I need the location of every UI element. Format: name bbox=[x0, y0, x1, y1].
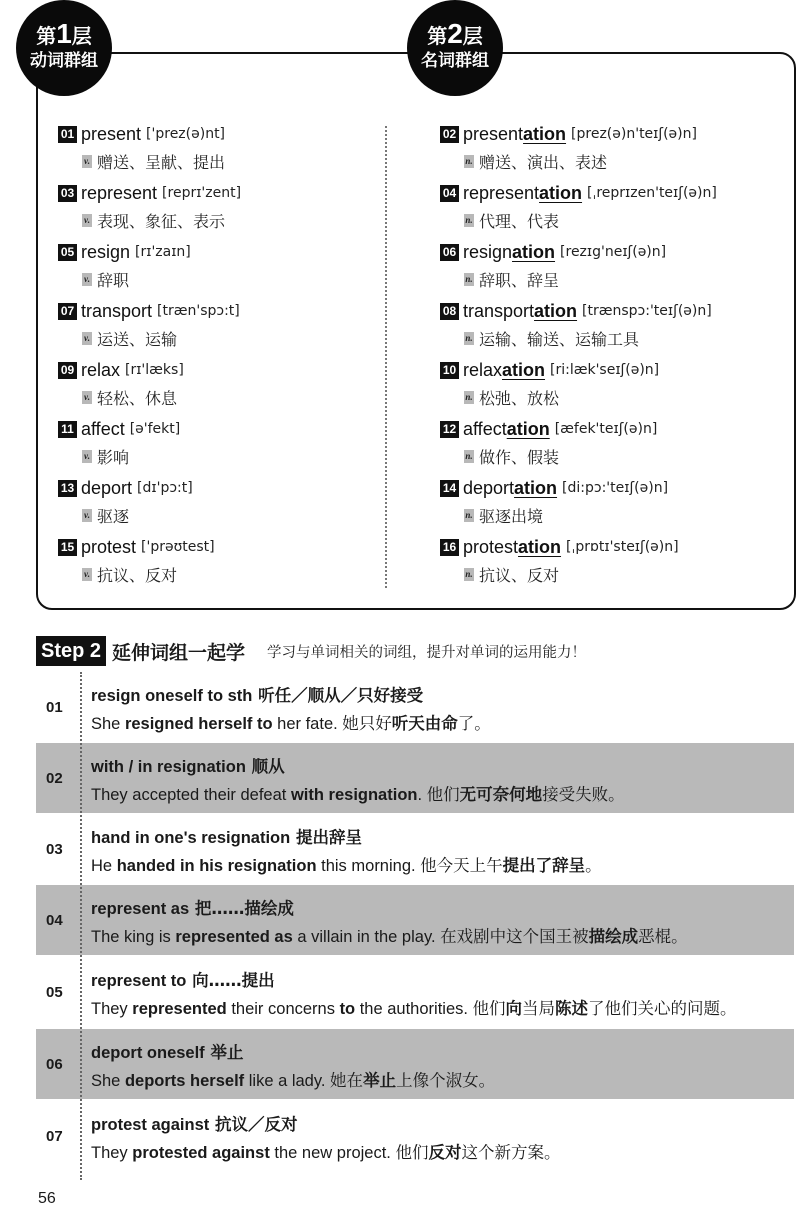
noun-entry bbox=[440, 533, 717, 592]
verb-entry bbox=[58, 238, 241, 297]
word-suffix: ation bbox=[506, 418, 550, 439]
entry-number: 01 bbox=[58, 126, 77, 143]
phrase-text: represent to bbox=[91, 972, 187, 990]
entry-meaning-line bbox=[440, 266, 717, 292]
entry-word: affect bbox=[81, 418, 125, 439]
entry-number: 08 bbox=[440, 303, 459, 320]
entry-word bbox=[463, 183, 582, 204]
pos-tag: n. bbox=[465, 568, 473, 579]
entry-phonetic: [ˌreprɪzen'teɪʃ(ə)n] bbox=[587, 185, 717, 201]
example-text: 上像个淑女。 bbox=[396, 1072, 496, 1090]
entry-meaning-line bbox=[440, 325, 717, 351]
phrase-row bbox=[36, 743, 794, 813]
entry-meaning: 赠送、呈献、提出 bbox=[97, 152, 226, 172]
example-highlight: 反对 bbox=[428, 1144, 462, 1162]
example-highlight: 听天由命 bbox=[391, 715, 458, 733]
entry-number: 15 bbox=[58, 539, 77, 556]
entry-meaning: 辞职、辞呈 bbox=[479, 270, 560, 290]
entry-phonetic: ['prəʊtest] bbox=[141, 539, 215, 555]
entry-word: protest bbox=[81, 536, 137, 557]
noun-entry bbox=[440, 120, 717, 179]
entry-meaning-line bbox=[58, 502, 241, 528]
phrase-example bbox=[91, 923, 688, 947]
entry-phonetic: [trænspɔ:'teɪʃ(ə)n] bbox=[582, 303, 712, 319]
phrase-title bbox=[91, 895, 294, 919]
entry-meaning-line bbox=[440, 148, 717, 174]
noun-entry bbox=[440, 474, 717, 533]
entry-number: 13 bbox=[58, 480, 77, 497]
entry-meaning: 影响 bbox=[97, 447, 130, 467]
entry-meaning: 抗议、反对 bbox=[479, 565, 560, 585]
phrase-number: 07 bbox=[46, 1127, 63, 1145]
entry-headline bbox=[58, 533, 241, 561]
pos-tag: v. bbox=[82, 391, 92, 404]
entry-headline bbox=[58, 356, 241, 384]
pos-tag: v. bbox=[82, 450, 92, 463]
noun-entry bbox=[440, 356, 717, 415]
example-highlight: 提出了辞呈 bbox=[502, 857, 586, 875]
layer-2-title: 名词群组 bbox=[421, 51, 489, 71]
entry-meaning-line bbox=[440, 443, 717, 469]
word-suffix: ation bbox=[502, 359, 546, 380]
verb-entry bbox=[58, 120, 241, 179]
step-title: 延伸词组一起学 bbox=[112, 641, 246, 664]
example-text: 了他们关心的问题。 bbox=[588, 1000, 737, 1018]
phrase-example bbox=[91, 852, 602, 876]
pos-tag: v. bbox=[82, 568, 92, 581]
entry-phonetic: [ri:læk'seɪʃ(ə)n] bbox=[550, 362, 660, 378]
entry-number: 16 bbox=[440, 539, 459, 556]
phrase-number: 03 bbox=[46, 840, 63, 858]
entry-headline bbox=[440, 297, 717, 325]
noun-entry bbox=[440, 297, 717, 356]
entry-headline bbox=[58, 120, 241, 148]
entry-phonetic: [reprɪ'zent] bbox=[162, 185, 242, 201]
entry-word bbox=[463, 301, 577, 322]
word-stem: present bbox=[463, 123, 524, 144]
word-suffix: ation bbox=[534, 300, 578, 321]
phrase-text: resign oneself to sth bbox=[91, 687, 253, 705]
phrase-title bbox=[91, 967, 275, 991]
example-text: the new project. 他们 bbox=[269, 1144, 429, 1162]
word-suffix: ation bbox=[539, 182, 583, 203]
entry-number: 07 bbox=[58, 303, 77, 320]
entry-phonetic: [rezɪg'neɪʃ(ə)n] bbox=[560, 244, 667, 260]
noun-entry bbox=[440, 238, 717, 297]
phrase-title bbox=[91, 753, 285, 777]
pos-tag: v. bbox=[82, 155, 92, 168]
entry-number: 05 bbox=[58, 244, 77, 261]
example-text: 。 bbox=[585, 857, 602, 875]
entry-meaning-line bbox=[440, 502, 717, 528]
entry-number: 04 bbox=[440, 185, 459, 202]
pos-tag: v. bbox=[82, 214, 92, 227]
example-highlight: to bbox=[339, 1000, 356, 1018]
example-text: 当局 bbox=[522, 1000, 556, 1018]
word-stem: relax bbox=[463, 359, 503, 380]
entry-meaning: 赠送、演出、表述 bbox=[479, 152, 608, 172]
example-text: They accepted their defeat bbox=[91, 786, 291, 804]
verb-entry bbox=[58, 474, 241, 533]
entry-headline bbox=[440, 533, 717, 561]
entry-headline bbox=[440, 238, 717, 266]
phrase-text: protest against bbox=[91, 1116, 210, 1134]
phrase-example bbox=[91, 1139, 560, 1163]
example-highlight: represented bbox=[132, 1000, 227, 1018]
phrase-text: represent as bbox=[91, 900, 190, 918]
entry-meaning-line bbox=[58, 561, 241, 587]
entry-headline bbox=[440, 474, 717, 502]
word-suffix: ation bbox=[514, 477, 558, 498]
word-stem: affect bbox=[463, 418, 507, 439]
entry-phonetic: [di:pɔ:'teɪʃ(ə)n] bbox=[562, 480, 669, 496]
page-number: 56 bbox=[38, 1190, 56, 1207]
entry-phonetic: [prez(ə)n'teɪʃ(ə)n] bbox=[571, 126, 697, 142]
phrase-title bbox=[91, 1039, 243, 1063]
example-text: their concerns bbox=[226, 1000, 340, 1018]
phrase-meaning: 向……提出 bbox=[192, 971, 275, 990]
entry-meaning: 表现、象征、表示 bbox=[97, 211, 226, 231]
word-stem: deport bbox=[463, 477, 515, 498]
phrase-row bbox=[36, 1101, 794, 1171]
entry-word: resign bbox=[81, 241, 131, 262]
phrase-title bbox=[91, 1111, 298, 1135]
example-highlight: 描绘成 bbox=[588, 928, 639, 946]
entry-phonetic: [rɪ'læks] bbox=[125, 362, 184, 378]
phrase-divider bbox=[80, 672, 82, 1180]
phrase-meaning: 举止 bbox=[210, 1043, 244, 1062]
entry-number: 06 bbox=[440, 244, 459, 261]
entry-word bbox=[463, 419, 550, 440]
pos-tag: n. bbox=[465, 391, 473, 402]
phrase-example bbox=[91, 1067, 495, 1091]
word-stem: transport bbox=[463, 300, 535, 321]
entry-phonetic: ['prez(ə)nt] bbox=[146, 126, 226, 142]
verb-entry bbox=[58, 533, 241, 592]
entry-headline bbox=[58, 297, 241, 325]
entry-headline bbox=[440, 120, 717, 148]
entry-meaning-line bbox=[440, 207, 717, 233]
example-highlight: 举止 bbox=[363, 1072, 397, 1090]
pos-tag: v. bbox=[82, 509, 92, 522]
entry-phonetic: [ə'fekt] bbox=[129, 421, 181, 437]
phrase-meaning: 顺从 bbox=[251, 757, 285, 776]
entry-headline bbox=[58, 179, 241, 207]
entry-number: 12 bbox=[440, 421, 459, 438]
entry-headline bbox=[58, 238, 241, 266]
entry-word: transport bbox=[81, 300, 153, 321]
entry-number: 14 bbox=[440, 480, 459, 497]
phrase-number: 05 bbox=[46, 983, 63, 1001]
phrase-example bbox=[91, 710, 491, 734]
entry-phonetic: [æfek'teɪʃ(ə)n] bbox=[554, 421, 658, 437]
phrase-text: with / in resignation bbox=[91, 758, 246, 776]
layer-1-badge: 第1层 动词群组 bbox=[16, 0, 112, 96]
phrase-number: 06 bbox=[46, 1055, 63, 1073]
example-text: 她只好 bbox=[342, 715, 392, 733]
pos-tag: n. bbox=[465, 214, 473, 225]
noun-column bbox=[440, 120, 717, 592]
entry-meaning-line bbox=[58, 384, 241, 410]
layer-1-title: 动词群组 bbox=[30, 51, 98, 71]
example-text: 了。 bbox=[457, 715, 491, 733]
phrase-text: deport oneself bbox=[91, 1044, 205, 1062]
entry-meaning-line bbox=[58, 266, 241, 292]
word-suffix: ation bbox=[512, 241, 556, 262]
entry-phonetic: [dɪ'pɔ:t] bbox=[137, 480, 193, 496]
entry-headline bbox=[440, 415, 717, 443]
phrase-title bbox=[91, 824, 362, 848]
phrase-example bbox=[91, 781, 625, 805]
entry-headline bbox=[440, 179, 717, 207]
verb-entry bbox=[58, 415, 241, 474]
pos-tag: n. bbox=[465, 332, 473, 343]
example-text: the authorities. 他们 bbox=[355, 1000, 506, 1018]
example-highlight: resigned herself to bbox=[124, 715, 273, 733]
word-stem: resign bbox=[463, 241, 513, 262]
entry-number: 02 bbox=[440, 126, 459, 143]
example-text: 接受失败。 bbox=[542, 786, 625, 804]
example-text: like a lady. 她在 bbox=[244, 1072, 364, 1090]
entry-word: present bbox=[81, 123, 142, 144]
entry-number: 10 bbox=[440, 362, 459, 379]
phrase-row bbox=[36, 672, 794, 742]
entry-word: deport bbox=[81, 477, 133, 498]
verb-column bbox=[58, 120, 241, 592]
example-text: He bbox=[91, 857, 117, 875]
phrase-number: 04 bbox=[46, 911, 63, 929]
example-text: her fate. bbox=[272, 715, 343, 733]
entry-number: 03 bbox=[58, 185, 77, 202]
verb-entry bbox=[58, 297, 241, 356]
entry-meaning: 代理、代表 bbox=[479, 211, 560, 231]
step-label: Step 2 bbox=[36, 636, 106, 666]
verb-entry bbox=[58, 356, 241, 415]
example-text: 恶棍。 bbox=[638, 928, 688, 946]
example-text: . 他们 bbox=[417, 786, 460, 804]
example-text: 这个新方案。 bbox=[461, 1144, 561, 1162]
entry-phonetic: [ˌprɒtɪ'steɪʃ(ə)n] bbox=[566, 539, 679, 555]
example-highlight: with resignation bbox=[290, 786, 418, 804]
pos-tag: n. bbox=[465, 273, 473, 284]
entry-meaning: 辞职 bbox=[97, 270, 130, 290]
example-text: She bbox=[91, 715, 125, 733]
example-text: a villain in the play. 在戏剧中这个国王被 bbox=[292, 928, 589, 946]
entry-word bbox=[463, 537, 561, 558]
verb-entry bbox=[58, 179, 241, 238]
word-suffix: ation bbox=[518, 536, 562, 557]
example-highlight: deports herself bbox=[124, 1072, 245, 1090]
entry-meaning-line bbox=[440, 561, 717, 587]
example-text: They bbox=[91, 1144, 133, 1162]
noun-entry bbox=[440, 415, 717, 474]
phrase-title bbox=[91, 682, 423, 706]
noun-entry bbox=[440, 179, 717, 238]
word-suffix: ation bbox=[523, 123, 567, 144]
layer-2-badge: 第2层 名词群组 bbox=[407, 0, 503, 96]
example-highlight: 向 bbox=[505, 1000, 523, 1018]
entry-meaning-line bbox=[58, 148, 241, 174]
phrase-meaning: 提出辞呈 bbox=[295, 828, 362, 847]
phrase-text: hand in one's resignation bbox=[91, 829, 291, 847]
entry-word bbox=[463, 124, 566, 145]
example-text: She bbox=[91, 1072, 125, 1090]
pos-tag: n. bbox=[465, 450, 473, 461]
entry-meaning: 轻松、休息 bbox=[97, 388, 178, 408]
word-stem: represent bbox=[463, 182, 540, 203]
phrase-number: 01 bbox=[46, 698, 63, 716]
example-highlight: protested against bbox=[132, 1144, 270, 1162]
entry-meaning: 驱逐出境 bbox=[479, 506, 544, 526]
phrase-meaning: 抗议／反对 bbox=[215, 1115, 298, 1134]
column-divider bbox=[385, 126, 387, 588]
step-subtitle: 学习与单词相关的词组，提升对单词的运用能力！ bbox=[267, 644, 587, 661]
entry-headline bbox=[440, 356, 717, 384]
phrase-row bbox=[36, 885, 794, 955]
entry-word bbox=[463, 360, 545, 381]
entry-meaning: 驱逐 bbox=[97, 506, 130, 526]
entry-meaning-line bbox=[58, 443, 241, 469]
entry-word: relax bbox=[81, 359, 121, 380]
phrase-number: 02 bbox=[46, 769, 63, 787]
entry-phonetic: [træn'spɔ:t] bbox=[157, 303, 240, 319]
entry-word bbox=[463, 242, 555, 263]
phrase-row bbox=[36, 957, 794, 1027]
example-highlight: 陈述 bbox=[555, 1000, 589, 1018]
entry-word: represent bbox=[81, 182, 158, 203]
example-highlight: represented as bbox=[175, 928, 293, 946]
entry-headline bbox=[58, 474, 241, 502]
pos-tag: v. bbox=[82, 273, 92, 286]
entry-meaning-line bbox=[58, 207, 241, 233]
example-highlight: 无可奈何地 bbox=[459, 786, 543, 804]
entry-number: 09 bbox=[58, 362, 77, 379]
example-text: They bbox=[91, 1000, 133, 1018]
phrase-row bbox=[36, 1029, 794, 1099]
phrase-meaning: 把……描绘成 bbox=[194, 899, 294, 918]
entry-phonetic: [rɪ'zaɪn] bbox=[135, 244, 191, 260]
phrase-meaning: 听任／顺从／只好接受 bbox=[258, 686, 424, 705]
entry-meaning: 运送、运输 bbox=[97, 329, 178, 349]
pos-tag: n. bbox=[465, 155, 473, 166]
entry-meaning-line bbox=[440, 384, 717, 410]
example-text: this morning. 他今天上午 bbox=[316, 857, 503, 875]
phrase-row bbox=[36, 814, 794, 884]
phrase-example bbox=[91, 995, 737, 1019]
pos-tag: v. bbox=[82, 332, 92, 345]
example-highlight: handed in his resignation bbox=[116, 857, 317, 875]
example-text: The king is bbox=[91, 928, 176, 946]
entry-number: 11 bbox=[58, 421, 77, 438]
entry-meaning: 运输、输送、运输工具 bbox=[479, 329, 640, 349]
word-stem: protest bbox=[463, 536, 519, 557]
entry-meaning-line bbox=[58, 325, 241, 351]
entry-headline bbox=[58, 415, 241, 443]
entry-meaning: 抗议、反对 bbox=[97, 565, 178, 585]
step2-header bbox=[36, 636, 586, 666]
entry-meaning: 做作、假装 bbox=[479, 447, 560, 467]
entry-meaning: 松弛、放松 bbox=[479, 388, 560, 408]
entry-word bbox=[463, 478, 557, 499]
pos-tag: n. bbox=[465, 509, 473, 520]
